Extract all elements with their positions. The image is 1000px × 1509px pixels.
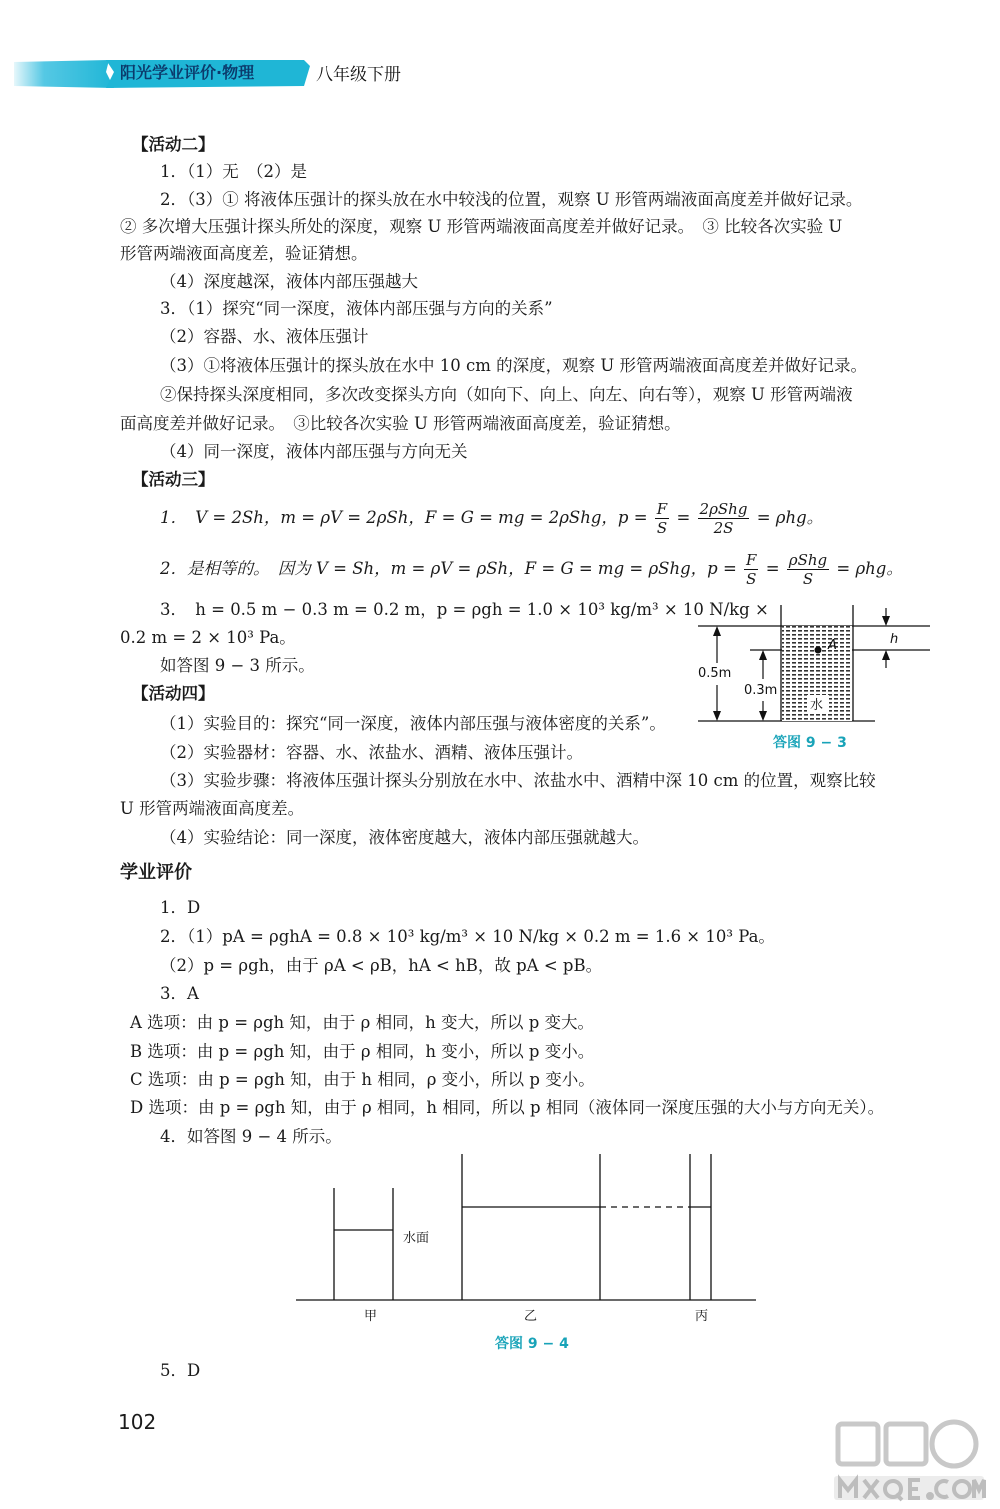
evaluation-line3: （2）p = ρgh，由于 ρA < ρB，hA < hB，故 pA < pB。 [160, 956, 603, 975]
evaluation-line10: 5．D [160, 1361, 201, 1380]
eq2-f1-den: S [746, 570, 757, 588]
header-title: 阳光学业评价·物理 [120, 63, 255, 82]
eq2-f2-num: ρShg [788, 551, 828, 569]
activity2-line4: 形管两端液面高度差，验证猜想。 [120, 244, 368, 263]
eq1-post: = ρhg。 [756, 508, 824, 527]
label-water-surface: 水面 [403, 1231, 430, 1246]
label-0-5m: 0.5m [698, 666, 732, 681]
figure-9-4 [290, 1150, 765, 1330]
activity3-heading: 【活动三】 [132, 470, 215, 489]
activity2-line6: 3．（1）探究“同一深度，液体内部压强与方向的关系” [160, 299, 553, 318]
activity3-line3b: 0.2 m = 2 × 10³ Pa。 [120, 628, 296, 647]
activity2-line3: ② 多次增大压强计探头所处的深度，观察 U 形管两端液面高度差并做好记录。 ③ 比较各次实验 U [120, 217, 843, 236]
eq1-f2-num: 2ρShg [699, 500, 748, 518]
activity4-line3: （3）实验步骤：将液体压强计探头分别放在水中、浓盐水中、酒精中深 10 cm 的位置，观察比较 [160, 771, 876, 790]
eq1-f1-num: F [656, 500, 668, 518]
activity4-line2: （2）实验器材：容器、水、浓盐水、酒精、液体压强计。 [160, 743, 583, 762]
label-a: A [828, 638, 837, 653]
eq2-eq: = [765, 559, 780, 578]
eq2-f2-den: S [802, 570, 814, 588]
eq1-f2-den: 2S [713, 519, 734, 537]
page-number: 102 [118, 1410, 157, 1434]
label-yi: 乙 [524, 1309, 538, 1324]
activity2-line7: （2）容器、水、液体压强计 [160, 327, 369, 346]
eq2-fraction-2 [787, 551, 829, 588]
activity4-line1: （1）实验目的：探究“同一深度，液体内部压强与液体密度的关系”。 [160, 714, 666, 733]
figure-9-3 [690, 605, 940, 750]
evaluation-heading: 学业评价 [120, 862, 192, 883]
evaluation-line6: B 选项：由 p = ρgh 知，由于 ρ 相同，h 变小，所以 p 变小。 [130, 1042, 595, 1061]
eq2-fraction-1 [744, 551, 758, 588]
point-a-marker [815, 647, 822, 654]
activity3-line3c: 如答图 9 − 3 所示。 [160, 656, 315, 675]
eq1-fraction-2 [698, 500, 750, 537]
activity3-line3a: 3． h = 0.5 m − 0.3 m = 0.2 m，p = ρgh = 1.0 × 10³ kg/m³ × 10 N/kg × [160, 600, 769, 619]
evaluation-line7: C 选项：由 p = ρgh 知，由于 h 相同，ρ 变小，所以 p 变小。 [130, 1070, 595, 1089]
eq2-post: = ρhg。 [836, 559, 903, 578]
label-0-3m: 0.3m [744, 683, 778, 698]
activity4-line5: （4）实验结论：同一深度，液体密度越大，液体内部压强就越大。 [160, 828, 649, 847]
activity4-heading: 【活动四】 [132, 684, 215, 703]
evaluation-line9: 4．如答图 9 − 4 所示。 [160, 1127, 342, 1146]
activity2-line5: （4）深度越深，液体内部压强越大 [160, 272, 418, 291]
eq2-pre: 2．是相等的。 因为 V = Sh，m = ρV = ρSh，F = G = mg = ρShg，p = [160, 559, 737, 578]
activity2-heading: 【活动二】 [132, 135, 215, 154]
activity2-line10: 面高度差并做好记录。 ③比较各次实验 U 形管两端液面高度差，验证猜想。 [120, 414, 681, 433]
watermark-logo [830, 1416, 990, 1506]
label-bing: 丙 [695, 1309, 709, 1324]
activity2-line11: （4）同一深度，液体内部压强与方向无关 [160, 442, 468, 461]
eq1-f1-den: S [656, 519, 668, 537]
eq2-f1-num: F [746, 551, 757, 569]
evaluation-line8: D 选项：由 p = ρgh 知，由于 ρ 相同，h 相同，所以 p 相同（液体同一深度压强的大小与方向无关）。 [130, 1098, 885, 1117]
activity4-line4: U 形管两端液面高度差。 [120, 799, 305, 818]
header-grade: 八年级下册 [316, 65, 401, 85]
activity2-line8: （3）①将液体压强计的探头放在水中 10 cm 的深度，观察 U 形管两端液面高度差并做好记录。 [160, 356, 868, 375]
evaluation-line2: 2．（1）pA = ρghA = 0.8 × 10³ kg/m³ × 10 N/kg × 0.2 m = 1.6 × 10³ Pa。 [160, 927, 775, 946]
figure-9-4-caption: 答图 9 − 4 [495, 1336, 569, 1352]
eq1-eq: = [676, 508, 691, 527]
evaluation-line5: A 选项：由 p = ρgh 知，由于 ρ 相同，h 变大，所以 p 变大。 [130, 1013, 595, 1032]
activity2-line2: 2．（3）① 将液体压强计的探头放在水中较浅的位置，观察 U 形管两端液面高度差并做好记录。 [160, 190, 863, 209]
eq1-fraction-1 [655, 500, 669, 537]
label-h: h [890, 632, 899, 647]
label-water: 水 [810, 698, 824, 713]
activity2-line9: ②保持探头深度相同，多次改变探头方向（如向下、向上、向左、向右等），观察 U 形管两端液 [160, 385, 853, 404]
label-jia: 甲 [364, 1309, 378, 1324]
eq1-pre: 1． V = 2Sh，m = ρV = 2ρSh，F = G = mg = 2ρShg，p = [160, 508, 648, 527]
figure-9-3-caption: 答图 9 − 3 [773, 735, 847, 751]
activity3-eq2 [160, 549, 903, 589]
evaluation-line1: 1．D [160, 898, 201, 917]
activity3-eq1 [160, 498, 823, 538]
evaluation-line4: 3．A [160, 984, 199, 1003]
activity2-line1: 1．（1）无 （2）是 [160, 162, 307, 181]
